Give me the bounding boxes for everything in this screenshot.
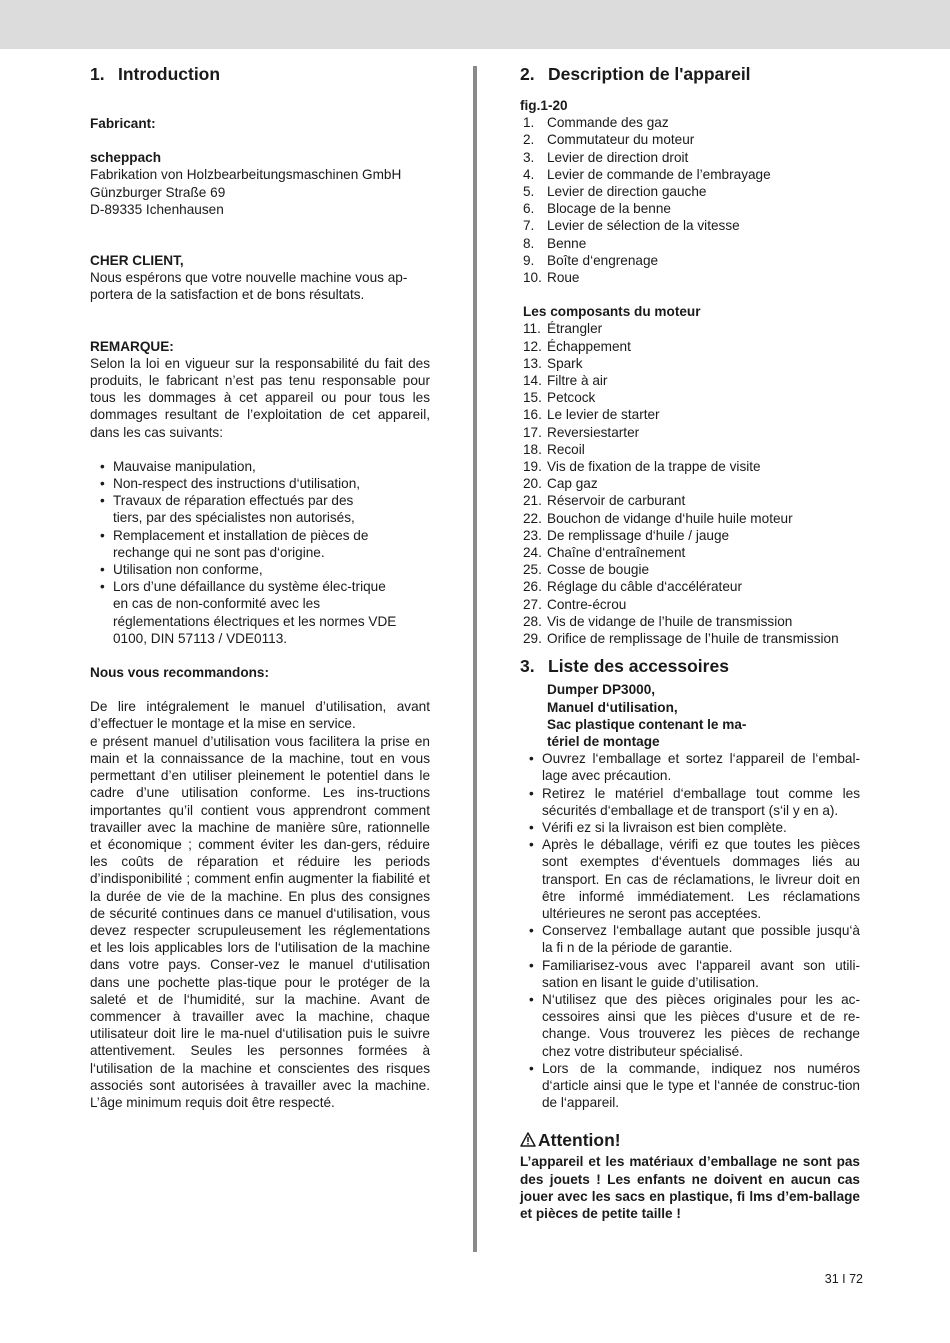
list-item: • N‘utilisez que des pièces originales pour les ac-cessoires ainsi que les pièces d‘usure et de re-change. Vous trouverez les pièces de rechange chez votre distributeur spécialisé. [520, 991, 860, 1060]
list-item: • Retirez le matériel d‘emballage tout comme les sécurités d‘emballage et de transport (s‘il y en a). [520, 785, 860, 819]
list-item: 23. De remplissage d‘huile / jauge [523, 527, 730, 543]
column-divider [473, 66, 477, 1252]
company-line: Günzburger Straße 69 [90, 184, 226, 200]
list-item: 12. Échappement [523, 338, 631, 354]
list-item: • Lors de la commande, indiquez nos numéros d‘article ainsi que le type et l‘année de construc-tion de l‘appareil. [520, 1060, 860, 1112]
remarque-label: REMARQUE: [90, 338, 174, 354]
company-name: scheppach [90, 150, 162, 166]
unpacking-list [520, 750, 860, 1111]
list-item: • Travaux de réparation effectués par des tiers, par des spécialistes non autorisés, [90, 492, 378, 526]
accessories-heading: 3. Liste des accessoires [520, 656, 729, 677]
list-item: 19. Vis de fixation de la trappe de visite [523, 459, 761, 475]
list-item: 1. Commande des gaz [523, 115, 669, 131]
figure-reference: fig.1-20 [520, 98, 568, 113]
list-item: • Conservez l‘emballage autant que possible jusqu‘à la fi n de la période de garantie. [520, 922, 860, 956]
list-item: 8. Benne [523, 235, 587, 251]
cher-client-text: Nous espérons que votre nouvelle machine vous ap-portera de la satisfaction et de bons résultats. [90, 270, 408, 303]
list-item: • Remplacement et installation de pièces de rechange qui ne sont pas d‘origine. [90, 527, 378, 561]
list-item: 4. Levier de commande de l’embrayage [523, 166, 771, 182]
attention-heading: Attention! [520, 1128, 860, 1153]
cher-client-label: CHER CLIENT, [90, 253, 184, 269]
list-item: 13. Spark [523, 355, 583, 371]
list-item: 11. Étrangler [523, 321, 603, 337]
list-item: 5. Levier de direction gauche [523, 184, 707, 200]
accessories-list [520, 681, 860, 750]
list-item: 26. Réglage du câble d‘accélérateur [523, 579, 742, 595]
list-item: 28. Vis de vidange de l’huile de transmission [523, 613, 793, 629]
list-item: • Lors d’une défaillance du système élec-trique en cas de non-conformité avec les réglementations électriques et les normes VDE 0100, DIN 57113 / VDE0113. [90, 578, 398, 647]
list-item: 10. Roue [523, 270, 580, 286]
list-item: 16. Le levier de starter [523, 407, 660, 423]
list-item: Manuel d‘utilisation, [547, 699, 678, 715]
list-item: 14. Filtre à air [523, 373, 608, 389]
list-item: 3. Levier de direction droit [523, 149, 689, 165]
list-item: • Après le déballage, vérifi ez que toutes les pièces sont exemptes d‘éventuels dommages liés au transport. En cas de réclamations, le livreur doit en être informé immédiatement. Les réclamations ultérieures ne seront pas acceptées. [520, 836, 860, 922]
list-item: 25. Cosse de bougie [523, 562, 650, 578]
list-item: 18. Recoil [523, 441, 585, 457]
recommend-label: Nous vous recommandons: [90, 665, 270, 681]
manual-text: e présent manuel d’utilisation vous facilitera la prise en main et la connaissance de la machine, tout en vous permettant d’en utiliser pleinement le potentiel dans le cadre d’une utilisation conforme. Les ins-tructions importantes qu’il contient vous apprendront comment travailler avec la machine de manière sûre, rationnelle et économique ; comment éviter les dan-gers, réduire les coûts de réparation et réduire les periods d’indisponibilité ; comment enfin augmenter la fiabilité et la durée de vie de la machine. En plus des consignes de sécurité continues dans ce manuel d‘utilisation, vous devez respecter scrupuleusement les réglementations et les lois applicables lors de l‘utilisation de la machine dans votre pays. Conser-vez le manuel d‘utilisation dans une pochette plas-tique pour le protéger de la saleté et de l‘humidité, sur la machine. Avant de commencer à travailler avec la machine, chaque utilisateur doit lire le ma-nuel d‘utilisation puis le suivre attentivement. Seules les personnes formées à l‘utilisation de la machine et conscientes des risques associés sont autorisées à travailler avec la machine. L’âge minimum requis doit être respecté. [90, 733, 430, 1110]
list-item: tériel de montage [547, 733, 660, 749]
parts-list [520, 114, 860, 286]
fabricant-label: Fabricant: [90, 116, 156, 131]
list-item: • Mauvaise manipulation, [90, 458, 378, 475]
list-item: 27. Contre-écrou [523, 596, 627, 612]
company-line: Fabrikation von Holzbearbeitungsmaschinen GmbH [90, 167, 402, 183]
warning-triangle-icon [520, 1129, 538, 1153]
introduction-column [90, 62, 430, 1111]
list-item: • Familiarisez-vous avec l‘appareil avant son utili-sation en lisant le guide d’utilisation. [520, 957, 860, 991]
list-item: Dumper DP3000, [547, 682, 656, 698]
list-item: 20. Cap gaz [523, 476, 598, 492]
description-column [520, 62, 860, 1222]
list-item: 9. Boîte d‘engrenage [523, 252, 659, 268]
list-item: 7. Levier de sélection de la vitesse [523, 218, 740, 234]
page-number: 31 I 72 [824, 1272, 863, 1286]
attention-text: L’appareil et les matériaux d’emballage ne sont pas des jouets ! Les enfants ne doivent en aucun cas jouer avec les sacs en plastique, fi lms d’em-ballage et pièces de petite taille ! [520, 1154, 860, 1221]
engine-parts-list [520, 320, 860, 647]
engine-components-label: Les composants du moteur [523, 304, 701, 320]
introduction-heading: 1. Introduction [90, 64, 221, 84]
remarque-text: Selon la loi en vigueur sur la responsabilité du fait des produits, le fabricant n’est pas tenu responsable pour tous les dommages à cet appareil ou pour tous les dommages resultant de l’exploitation de cet appareil, dans les cas suivants: [90, 355, 430, 440]
list-item: 29. Orifice de remplissage de l’huile de transmission [523, 631, 839, 647]
list-item: 2. Commutateur du moteur [523, 132, 695, 148]
liability-list [90, 458, 430, 647]
list-item: 24. Chaîne d‘entraînement [523, 545, 686, 561]
list-item: 15. Petcock [523, 390, 596, 406]
list-item: 6. Blocage de la benne [523, 201, 671, 217]
list-item: Sac plastique contenant le ma- [547, 716, 747, 732]
list-item: • Utilisation non conforme, [90, 561, 378, 578]
header-bar [0, 0, 950, 49]
list-item: 22. Bouchon de vidange d‘huile huile moteur [523, 510, 793, 526]
company-line: D-89335 Ichenhausen [90, 201, 224, 217]
recommend-text: De lire intégralement le manuel d’utilisation, avant d’effectuer le montage et la mise en service. [90, 699, 430, 732]
list-item: • Vérifi ez si la livraison est bien complète. [520, 819, 860, 836]
description-heading: 2. Description de l'appareil [520, 64, 751, 84]
list-item: • Ouvrez l‘emballage et sortez l‘appareil de l‘embal-lage avec précaution. [520, 750, 860, 784]
list-item: 17. Reversiestarter [523, 424, 640, 440]
list-item: 21. Réservoir de carburant [523, 493, 686, 509]
list-item: • Non-respect des instructions d‘utilisation, [90, 475, 413, 492]
